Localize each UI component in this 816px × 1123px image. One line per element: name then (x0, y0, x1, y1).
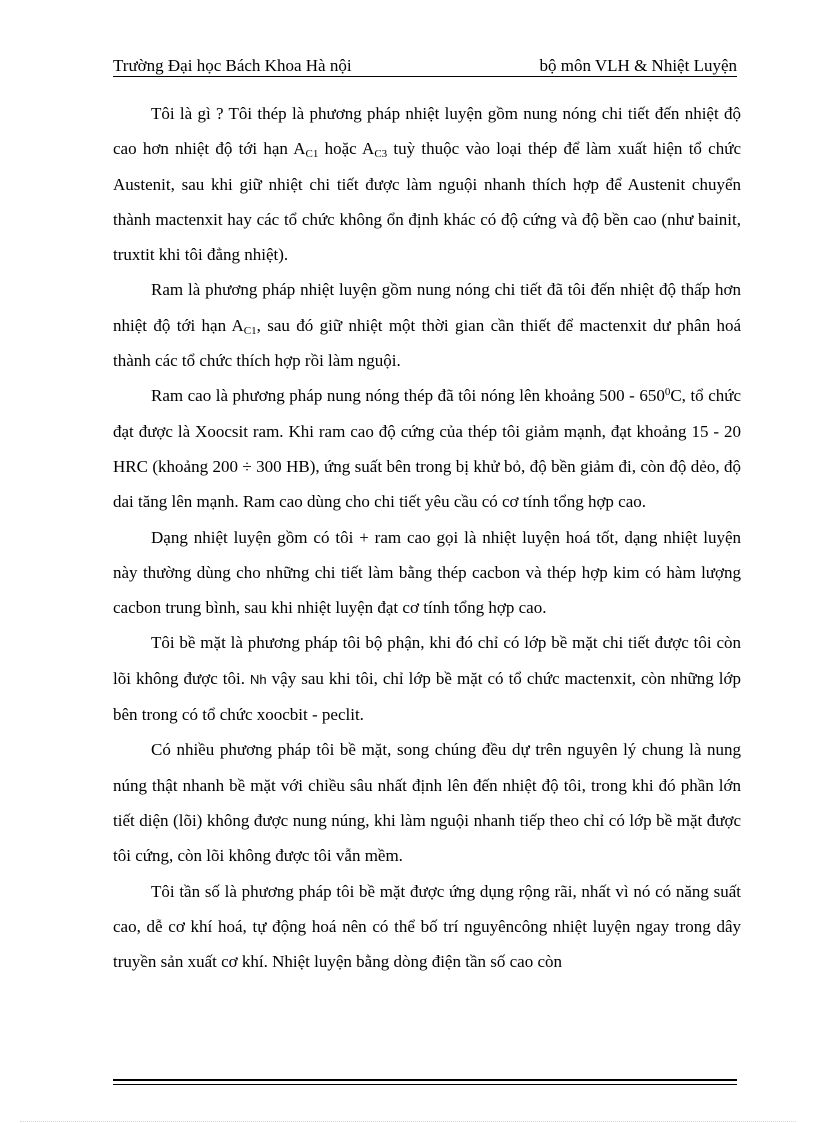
header-department: bộ môn VLH & Nhiệt Luyện (539, 56, 737, 75)
document-body (113, 96, 741, 979)
paragraph-phuong-phap: Có nhiều phương pháp tôi bề mặt, song chúng đều dự trên nguyên lý chung là nung núng thật nhanh bề mặt với chiều sâu nhất định lên đến nhiệt độ tôi, trong khi đó phần lớn tiết diện (lõi) không được nung núng, khi làm nguội nhanh tiếp theo chỉ có lớp bề mặt được tôi cứng, còn lõi không được tôi vẫn mềm. (113, 740, 741, 866)
paragraph-toi-be-mat: Tôi bề mặt là phương pháp tôi bộ phận, khi đó chỉ có lớp bề mặt chi tiết được tôi còn lõi không được tôi. Nh vậy sau khi tôi, chỉ lớp bề mặt có tổ chức mactenxit, còn những lớp bên trong có tổ chức xoocbit - peclit. (113, 633, 741, 725)
paragraph-ram: Ram là phương pháp nhiệt luyện gồm nung nóng chi tiết đã tôi đến nhiệt độ thấp hơn nhiệt độ tới hạn $A_{C1}$, sau đó giữ nhiệt một thời gian cần thiết để mactenxit dư phân hoá thành các tổ chức thích hợp rồi làm nguội. (113, 280, 741, 371)
subscript-c1: C1 (243, 324, 257, 337)
page-edge-dotted (20, 1121, 796, 1122)
paragraph-ram-cao: Ram cao là phương pháp nung nóng thép đã tôi nóng lên khoảng $500 - 650^0C$, tổ chức đạt được là Xoocsit ram. Khi ram cao độ cứng của thép tôi giảm mạnh, đạt khoảng 15 - 20 HRC (khoảng 200 ÷ 300 HB), ứng suất bên trong bị khử bỏ, độ bền giảm đi, còn độ dẻo, độ dai tăng lên mạnh. Ram cao dùng cho chi tiết yêu cầu có cơ tính tổng hợp cao. (113, 386, 741, 512)
paragraph-toi: Tôi là gì ? Tôi thép là phương pháp nhiệt luyện gồm nung nóng chi tiết đến nhiệt độ cao hơn nhiệt độ tới hạn $A_{C1}$ hoặc $A_{C3}$ tuỳ thuộc vào loại thép để làm xuất hiện tổ chức Austenit, sau khi giữ nhiệt chi tiết được làm nguội nhanh thích hợp để Austenit chuyển thành mactenxit hay các tổ chức không ổn định khác có độ cứng và độ bền cao (như bainit, truxtit khi tôi đẳng nhiệt). (113, 104, 741, 265)
header-university: Trường Đại học Bách Khoa Hà nội (113, 56, 352, 75)
paragraph-tan-so: Tôi tần số là phương pháp tôi bề mặt được ứng dụng rộng rãi, nhất vì nó có năng suất cao, dễ cơ khí hoá, tự động hoá nên có thể bố trí nguyêncông nhiệt luyện ngay trong dây truyền sản xuất cơ khí. Nhiệt luyện bằng dòng điện tần số cao còn (113, 881, 741, 972)
paragraph-hoa-tot: Dạng nhiệt luyện gồm có tôi + ram cao gọi là nhiệt luyện hoá tốt, dạng nhiệt luyện này thường dùng cho những chi tiết làm bằng thép cacbon và thép hợp kim có hàm lượng cacbon trung bình, sau khi nhiệt luyện đạt cơ tính tổng hợp cao. (113, 527, 741, 618)
inline-nh: Nh (250, 671, 267, 687)
footer-rule-thin (113, 1084, 737, 1085)
header-rule (113, 76, 737, 77)
page-header (113, 56, 737, 78)
subscript-c3: C3 (374, 148, 388, 161)
footer-rule-thick (113, 1079, 737, 1081)
superscript-degree: 0 (664, 386, 671, 399)
subscript-c1: C1 (305, 148, 319, 161)
